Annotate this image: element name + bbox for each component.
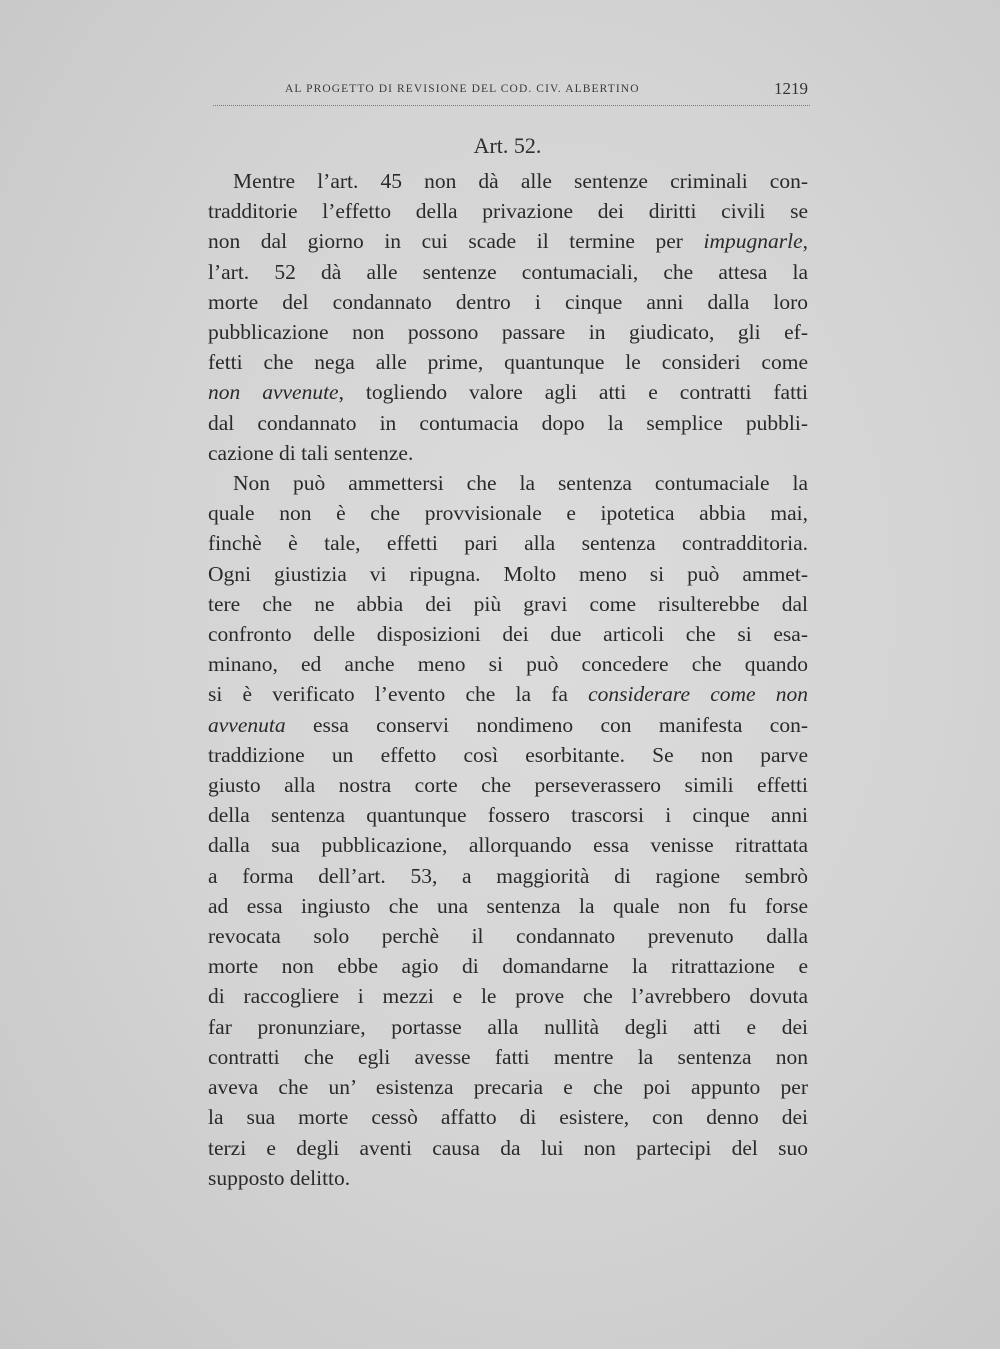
text-line	[208, 468, 808, 498]
text-segment: ,	[802, 229, 808, 254]
text-segment: di raccogliere i mezzi e le prove che l’avrebbero dovuta	[208, 984, 808, 1009]
text-line	[208, 438, 808, 468]
header-dotted-rule	[213, 105, 810, 106]
italic-text: non avvenute	[208, 380, 339, 405]
article-heading: Art. 52.	[473, 133, 542, 158]
text-line	[208, 710, 808, 740]
text-segment: confronto delle disposizioni dei due articoli che si esa-	[208, 622, 808, 647]
body-text	[208, 166, 808, 1193]
text-line	[208, 377, 808, 407]
text-segment: si è verificato l’evento che la fa	[208, 682, 589, 707]
text-line	[208, 1102, 808, 1132]
italic-text: impugnarle	[703, 229, 803, 254]
text-line	[208, 619, 808, 649]
text-segment: pubblicazione non possono passare in giudicato, gli ef-	[208, 320, 808, 345]
text-segment: non dal giorno in cui scade il termine per	[208, 229, 704, 254]
text-segment: tere che ne abbia dei più gravi come risulterebbe dal	[208, 591, 808, 616]
text-segment: dalla sua pubblicazione, allorquando essa venisse ritrattata	[208, 833, 808, 858]
text-line	[208, 226, 808, 256]
text-line	[208, 1072, 808, 1102]
text-line	[208, 1163, 808, 1193]
text-segment: contratti che egli avesse fatti mentre la sentenza non	[208, 1044, 808, 1069]
text-line	[208, 861, 808, 891]
text-line	[208, 317, 808, 347]
text-segment: far pronunziare, portasse alla nullità degli atti e dei	[208, 1014, 808, 1039]
text-line	[208, 1042, 808, 1072]
text-segment: fetti che nega alle prime, quantunque le consideri come	[208, 350, 808, 375]
text-segment: tradditorie l’effetto della privazione dei diritti civili se	[208, 199, 808, 224]
running-head	[285, 79, 810, 103]
text-segment: l’art. 52 dà alle sentenze contumaciali, che attesa la	[208, 259, 808, 284]
text-line	[208, 287, 808, 317]
text-line	[208, 559, 808, 589]
text-line	[208, 921, 808, 951]
text-segment: essa conservi nondimeno con manifesta con-	[285, 712, 808, 737]
text-line	[208, 981, 808, 1011]
text-segment: traddizione un effetto così esorbitante. Se non parve	[208, 742, 808, 767]
italic-text: considerare come non	[588, 682, 808, 707]
text-segment: dal condannato in contumacia dopo la semplice pubbli-	[208, 410, 808, 435]
text-segment: giusto alla nostra corte che perseverassero simili effetti	[208, 773, 808, 798]
paragraph	[208, 468, 808, 1193]
text-segment: terzi e degli aventi causa da lui non partecipi del suo	[208, 1135, 808, 1160]
text-segment: finchè è tale, effetti pari alla sentenza contradditoria.	[208, 531, 808, 556]
text-line	[208, 951, 808, 981]
text-line	[208, 891, 808, 921]
text-line	[208, 166, 808, 196]
text-line	[208, 770, 808, 800]
text-line	[208, 257, 808, 287]
text-line	[208, 528, 808, 558]
text-segment: minano, ed anche meno si può concedere che quando	[208, 652, 808, 677]
text-line	[208, 830, 808, 860]
text-line	[208, 347, 808, 377]
text-segment: Mentre l’art. 45 non dà alle sentenze criminali con-	[233, 169, 808, 193]
text-line	[208, 589, 808, 619]
text-segment: della sentenza quantunque fossero trascorsi i cinque anni	[208, 803, 808, 828]
text-segment: morte non ebbe agio di domandarne la ritrattazione e	[208, 954, 808, 979]
paragraph	[208, 166, 808, 468]
text-line	[208, 1133, 808, 1163]
text-segment: Ogni giustizia vi ripugna. Molto meno si può ammet-	[208, 561, 808, 586]
text-segment: quale non è che provvisionale e ipotetica abbia mai,	[208, 501, 808, 526]
text-segment: cazione di tali sentenze.	[208, 440, 414, 465]
text-segment: Non può ammettersi che la sentenza contumaciale la	[233, 471, 808, 496]
page-number: 1219	[774, 79, 808, 98]
text-line	[208, 408, 808, 438]
text-line	[208, 740, 808, 770]
text-line	[208, 1012, 808, 1042]
text-segment: revocata solo perchè il condannato prevenuto dalla	[208, 924, 808, 949]
text-line	[208, 196, 808, 226]
text-line	[208, 498, 808, 528]
text-line	[208, 679, 808, 709]
italic-text: avvenuta	[208, 712, 286, 737]
text-line	[208, 649, 808, 679]
text-segment: morte del condannato dentro i cinque anni dalla loro	[208, 289, 808, 314]
text-segment: aveva che un’ esistenza precaria e che poi appunto per	[208, 1075, 808, 1100]
running-title: AL PROGETTO DI REVISIONE DEL COD. CIV. ALBERTINO	[285, 83, 640, 95]
text-segment: la sua morte cessò affatto di esistere, con denno dei	[208, 1105, 808, 1130]
text-segment: a forma dell’art. 53, a maggiorità di ragione sembrò	[208, 863, 808, 888]
text-segment: supposto delitto.	[208, 1165, 351, 1190]
text-segment: ad essa ingiusto che una sentenza la quale non fu forse	[208, 893, 808, 918]
text-line	[208, 800, 808, 830]
text-segment: , togliendo valore agli atti e contratti fatti	[338, 380, 808, 405]
